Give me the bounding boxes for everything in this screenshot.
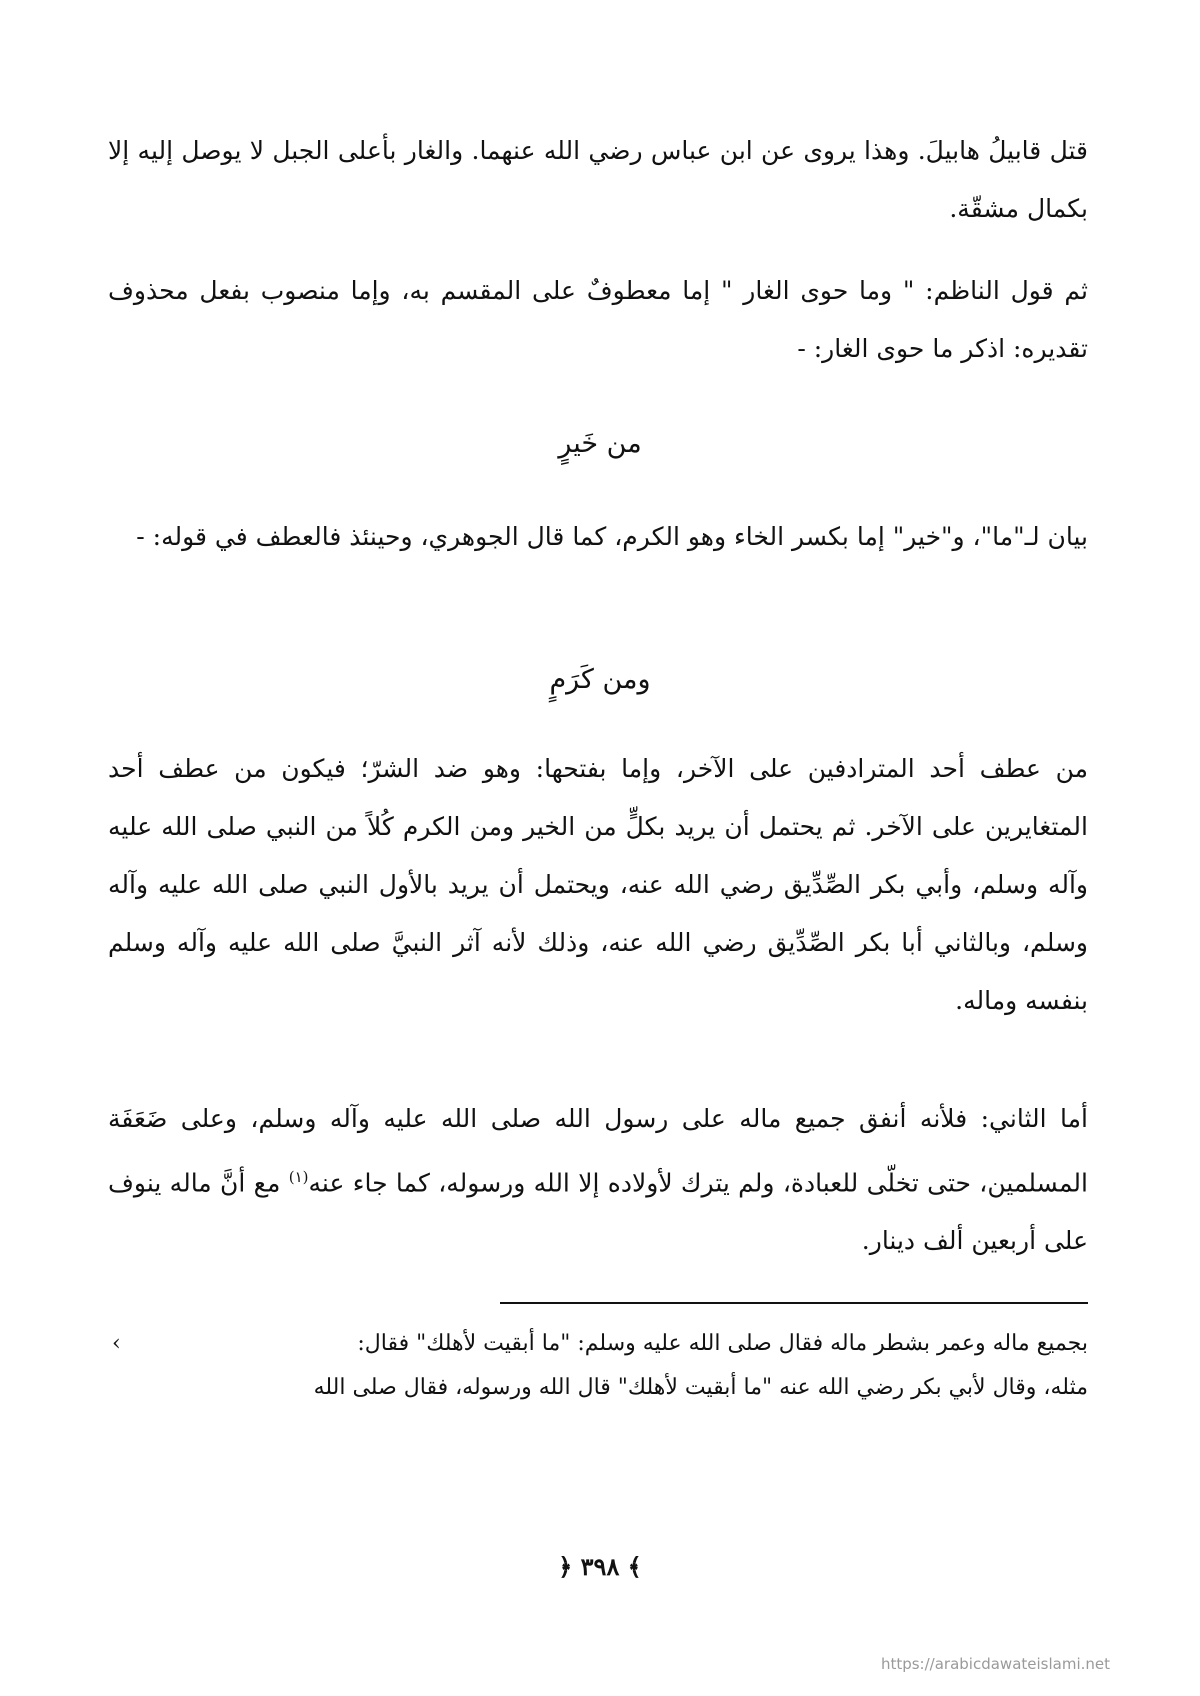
paragraph-1: قتل قابيلُ هابيلَ. وهذا يروى عن ابن عباس رضي الله عنهما. والغار بأعلى الجبل لا يوصل إليه إلا بكمال مشقّة.	[108, 136, 1088, 223]
paragraph-5	[108, 1090, 1088, 1270]
footnote-line-1-text: بجميع ماله وعمر بشطر ماله فقال صلى الله عليه وسلم: "ما أبقيت لأهلك" فقال:	[357, 1331, 1088, 1356]
verse-heading-2: ومن كَرَمٍ	[549, 664, 651, 695]
footnote-line-1	[108, 1322, 1088, 1366]
site-watermark: https://arabicdawateislami.net	[880, 1655, 1110, 1673]
paragraph-5-text-a: أما الثاني: فلأنه أنفق جميع ماله على رسول الله صلى الله عليه وآله وسلم، وعلى ضَعَفَة المسلمين، حتى تخلّى للعبادة، ولم يترك لأولاده إلا الله ورسوله، كما جاء عنه	[108, 1104, 1088, 1198]
paragraph-4: من عطف أحد المترادفين على الآخر، وإما بفتحها: وهو ضد الشرّ؛ فيكون من عطف أحد المتغايرين على الآخر. ثم يحتمل أن يريد بكلٍّ من الخير ومن الكرم كُلاً من النبي صلى الله عليه وآله وسلم، وأبي بكر الصِّدِّيق رضي الله عنه، ويحتمل أن يريد بالأول النبي صلى الله عليه وآله وسلم، وبالثاني أبا بكر الصِّدِّيق رضي الله عنه، وذلك لأنه آثر النبيَّ صلى الله عليه وآله وسلم بنفسه وماله.	[108, 754, 1088, 1015]
footnote-divider	[500, 1302, 1088, 1304]
footnote-reference: (١)	[288, 1168, 309, 1186]
paragraph-3: بيان لـ"ما"، و"خير" إما بكسر الخاء وهو الكرم، كما قال الجوهري، وحينئذ فالعطف في قوله: -	[136, 522, 1088, 551]
paragraph-2: ثم قول الناظم: " وما حوى الغار " إما معطوفٌ على المقسم به، وإما منصوب بفعل محذوف تقديره: اذكر ما حوى الغار: -	[108, 276, 1088, 363]
verse-heading-1: من خَيرٍ	[558, 428, 642, 459]
page-number: ﴿ ٣٩٨ ﴾	[558, 1552, 642, 1581]
paragraph-5-text-b: مع أنَّ ماله ينوف على أربعين ألف دينار.	[108, 1168, 1088, 1256]
footnote-line-2: مثله، وقال لأبي بكر رضي الله عنه "ما أبقيت لأهلك" قال الله ورسوله، فقال صلى الله	[313, 1375, 1088, 1400]
footnote-bracket: ›	[112, 1331, 121, 1356]
